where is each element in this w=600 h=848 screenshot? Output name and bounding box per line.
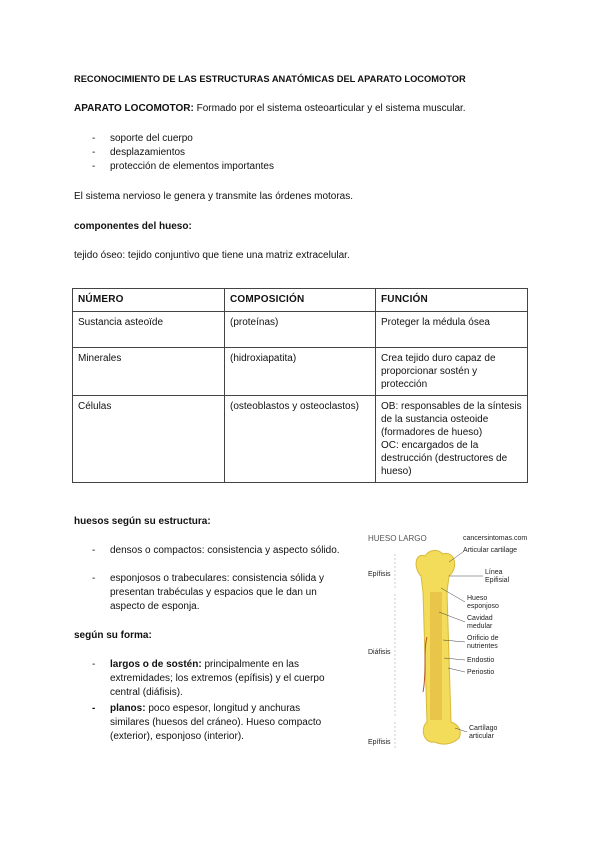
ob-function: OB: responsables de la síntesis de la sustancia osteoide (formadores de hueso) [381, 401, 522, 438]
label-linea: Línea [485, 569, 503, 576]
table-cell: (proteínas) [225, 312, 376, 348]
table-row [73, 396, 528, 483]
bullet-dash: - [92, 573, 96, 584]
header-funcion: FUNCIÓN [376, 289, 528, 312]
label-articular: articular [469, 733, 494, 740]
shape-item-text: poco espesor, longitud y anchuras similares (huesos del cráneo). Hueso compacto (exterior), esponjoso (interior). [110, 703, 322, 742]
medullary-cavity [430, 592, 442, 720]
label-cavidad: Cavidad [467, 615, 493, 622]
tissue-text: tejido óseo: tejido conjuntivo que tiene una matriz extracelular. [74, 250, 350, 261]
table-cell: (hidroxiapatita) [225, 348, 376, 396]
region-label: Epífisis [368, 739, 391, 746]
header-composicion: COMPOSICIÓN [225, 289, 376, 312]
nervous-system-text: El sistema nervioso le genera y transmite las órdenes motoras. [74, 191, 354, 202]
label-orificio: Orificio de [467, 635, 499, 642]
page-title: RECONOCIMIENTO DE LAS ESTRUCTURAS ANATÓMICAS DEL APARATO LOCOMOTOR [74, 74, 466, 84]
bullet-dash: - [92, 703, 96, 714]
label-esponjoso: esponjoso [467, 603, 499, 610]
table-row [73, 312, 528, 348]
figure-title: HUESO LARGO [368, 534, 427, 543]
shape-item-label: largos o de sostén: [110, 659, 202, 670]
table-cell [376, 396, 528, 483]
label-medular: medular [467, 623, 493, 630]
label-hueso: Hueso [467, 595, 488, 602]
header-numero: NÚMERO [73, 289, 225, 312]
table-cell: Crea tejido duro capaz de proporcionar sostén y protección [376, 348, 528, 396]
structure-heading: huesos según su estructura: [74, 516, 211, 527]
table-row [73, 348, 528, 396]
label-epifisial: Epifisial [485, 577, 510, 584]
structure-item-1: densos o compactos: consistencia y aspecto sólido. [110, 545, 340, 556]
table-cell: (osteoblastos y osteoclastos) [225, 396, 376, 483]
shape-item-text: principalmente en las extremidades; los extremos (epífisis) y el cuerpo central (diáfisis). [110, 659, 325, 698]
oc-function: OC: encargados de la destrucción (destructores de hueso) [381, 440, 508, 477]
shape-item-label: planos: [110, 703, 146, 714]
table-cell: Proteger la médula ósea [376, 312, 528, 348]
shape-heading: según su forma: [74, 630, 152, 641]
table-cell: Sustancia asteoïde [73, 312, 225, 348]
table-cell: Células [73, 396, 225, 483]
label-cartilago: Cartílago [469, 725, 498, 732]
region-label: Diáfisis [368, 649, 391, 656]
label-periostio: Periostio [467, 669, 495, 676]
bullet-dash: - [92, 545, 96, 556]
figure-source: cancersintomas.com [463, 535, 528, 542]
intro-label: APARATO LOCOMOTOR: [74, 103, 194, 114]
function-item-3: protección de elementos importantes [110, 161, 274, 172]
intro-text: Formado por el sistema osteoarticular y el sistema muscular. [193, 103, 466, 114]
function-item-2: desplazamientos [110, 147, 186, 158]
components-heading: componentes del hueso: [74, 221, 192, 232]
bullet-dash: - [92, 147, 96, 158]
bullet-dash: - [92, 659, 96, 670]
bone-components-table [72, 288, 528, 483]
structure-item-2: esponjosos o trabeculares: consistencia sólida y presentan trabéculas y espacios que le dan un aspecto de esponja. [110, 573, 325, 612]
label-articular-cartilage: Articular cartilage [463, 547, 518, 554]
long-bone-figure [365, 532, 530, 752]
label-endostio: Endostio [467, 657, 495, 664]
shape-item-long [110, 658, 335, 700]
label-nutrientes: nutrientes [467, 643, 498, 650]
function-item-1: soporte del cuerpo [110, 133, 193, 144]
region-label: Epífisis [368, 571, 391, 578]
bullet-dash: - [92, 133, 96, 144]
shape-item-flat [110, 702, 338, 744]
bullet-dash: - [92, 161, 96, 172]
intro-paragraph [74, 102, 466, 115]
table-header-row [73, 289, 528, 312]
table-cell: Minerales [73, 348, 225, 396]
